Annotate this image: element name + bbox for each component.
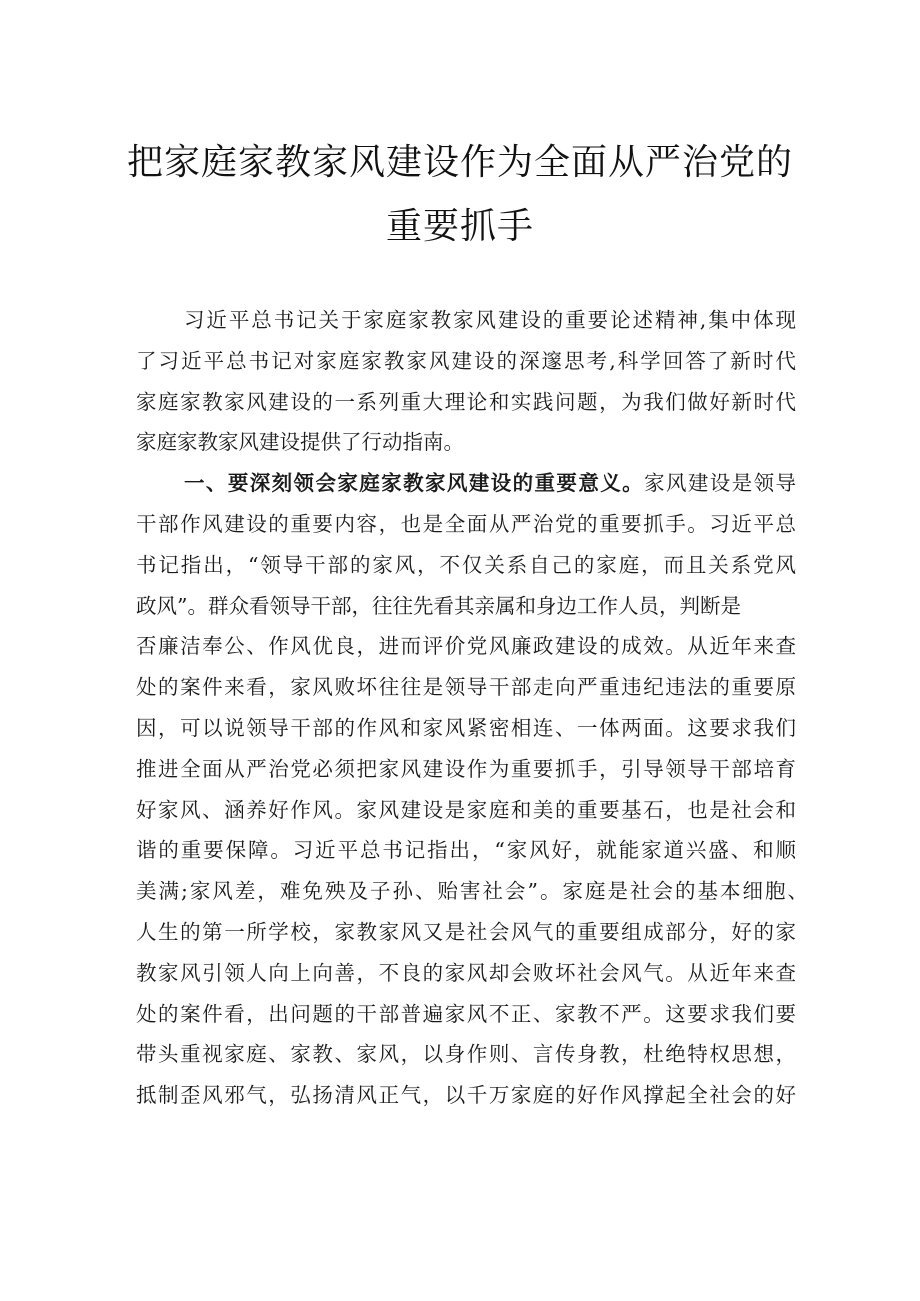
paragraph-line: 教家风引领人向上向善，不良的家风却会败坏社会风气。从近年来查	[136, 960, 796, 985]
paragraph-line: 家庭家教家风建设的一系列重大理论和实践问题，为我们做好新时代	[136, 389, 796, 414]
paragraph-line: 因，可以说领导干部的作风和家风紧密相连、一体两面。这要求我们	[136, 715, 796, 740]
paragraph-line: 人生的第一所学校，家教家风又是社会风气的重要组成部分，好的家	[136, 919, 796, 944]
paragraph-line: 了习近平总书记对家庭家教家风建设的深邃思考,科学回答了新时代	[136, 348, 796, 373]
paragraph-line: 家庭家教家风建设提供了行动指南。	[136, 430, 464, 455]
document-body	[136, 300, 808, 1116]
paragraph-line: 书记指出，“领导干部的家风，不仅关系自己的家庭，而且关系党风	[136, 552, 796, 577]
section-heading: 一、要深刻领会家庭家教家风建设的重要意义。	[184, 471, 645, 496]
paragraph-line: 政风”。群众看领导干部，往往先看其亲属和身边工作人员，判断是	[136, 593, 741, 618]
document-title-line-1: 把家庭家教家风建设作为全面从严治党的	[126, 142, 793, 183]
paragraph-line: 推进全面从严治党必须把家风建设作为重要抓手，引导领导干部培育	[136, 756, 796, 781]
paragraph-line: 谐的重要保障。习近平总书记指出，“家风好，就能家道兴盛、和顺	[136, 838, 796, 863]
paragraph-line: 处的案件看，出问题的干部普遍家风不正、家教不严。这要求我们要	[136, 1001, 796, 1026]
paragraph-line	[136, 463, 796, 504]
paragraph-line: 带头重视家庭、家教、家风，以身作则、言传身教，杜绝特权思想，	[136, 1042, 796, 1067]
paragraph-intro	[136, 300, 796, 463]
paragraph-line: 抵制歪风邪气，弘扬清风正气，以千万家庭的好作风撑起全社会的好	[136, 1083, 796, 1108]
document-title-line-2: 重要抓手	[385, 206, 534, 247]
paragraph-section-one	[136, 463, 808, 1116]
paragraph-line: 好家风、涵养好作风。家风建设是家庭和美的重要基石，也是社会和	[136, 797, 796, 822]
paragraph-text: 家风建设是领导	[644, 471, 797, 496]
paragraph-line: 美满;家风差，难免殃及子孙、贻害社会”。家庭是社会的基本细胞、	[136, 879, 808, 904]
paragraph-line: 否廉洁奉公、作风优良，进而评价党风廉政建设的成效。从近年来查	[136, 634, 796, 659]
paragraph-line: 干部作风建设的重要内容，也是全面从严治党的重要抓手。习近平总	[136, 511, 796, 536]
paragraph-line: 处的案件来看，家风败坏往往是领导干部走向严重违纪违法的重要原	[136, 675, 796, 700]
paragraph-line: 习近平总书记关于家庭家教家风建设的重要论述精神,集中体现	[184, 308, 796, 332]
